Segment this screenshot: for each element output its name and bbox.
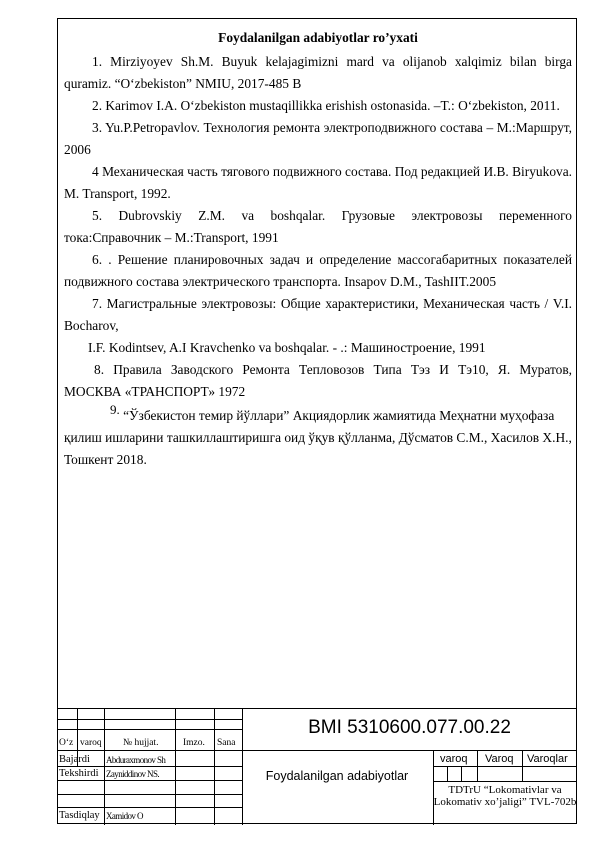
reference-text: “Ўзбекистон темир йўллари” Акциядорлик жамиятида Меҳнатни муҳофаза қилиш ишларини ташкиллаштиришга оид ўқув қўлланма, Дўсматов С.М., Хасилов Х.Н., Тошкент 2018. — [64, 408, 572, 467]
label-sheets: Varoqlar — [527, 753, 568, 765]
stamp-line — [433, 781, 577, 782]
reference-item: 4 Механическая часть тягового подвижного состава. Под редакцией И.В. Biryukova. M. Transport, 1992. — [64, 164, 572, 201]
reference-item: 1. Mirziyoyev Sh.M. Buyuk kelajagimizni mard va olijanob xalqimiz bilan birga quramiz. “O‘zbekiston” NMIU, 2017-485 B — [64, 54, 572, 91]
col-header-sign: Imzo. — [183, 738, 205, 748]
name-approved: Xamidov O — [106, 811, 143, 821]
reference-item: 3. Yu.P.Petropavlov. Технология ремонта электроподвижного состава – М.:Маршрут, 2006 — [64, 120, 572, 157]
col-header-doc-no: № hujjat. — [123, 738, 159, 748]
col-header-date: Sana — [217, 738, 236, 748]
stamp-line — [175, 709, 176, 825]
reference-item: 6. . Решение планировочных задач и определение массогабаритных показателей подвижного состава электрического транспорта. Insapov D.M., TashIIT.2005 — [64, 252, 572, 289]
reference-item-9 — [64, 402, 572, 471]
stamp-line — [214, 709, 215, 825]
references-body — [64, 30, 572, 484]
organization-name: TDTrU “Lokomativlar va Lokomativ xo’jaligi” TVL-702b — [433, 784, 577, 808]
reference-number: 9. — [110, 402, 120, 417]
document-code: BMI 5310600.077.00.22 — [308, 717, 511, 738]
col-header-sheet: varoq — [80, 738, 102, 748]
role-developed: Bajardi — [59, 754, 90, 765]
stamp-line — [433, 766, 577, 767]
name-developed: Abduraxmonov Sh — [106, 755, 166, 765]
document-title: Foydalanilgan adabiyotlar — [265, 769, 409, 783]
reference-item: 5. Dubrovskiy Z.M. va boshqalar. Грузовые электровозы переменного тока:Справочник – М.:Transport, 1991 — [64, 208, 572, 245]
col-header-change: O‘z — [59, 738, 74, 748]
page-title: Foydalanilgan adabiyotlar ro’yxati — [218, 30, 418, 45]
reference-item: 2. Karimov I.A. O‘zbekiston mustaqillikka erishish ostonasida. –T.: O‘zbekiston, 2011. — [92, 98, 560, 113]
stamp-line — [447, 766, 448, 781]
label-lit: varoq — [440, 753, 468, 765]
stamp-line — [461, 766, 462, 781]
role-approved: Tasdiqlay — [59, 810, 100, 821]
stamp-line — [104, 709, 105, 825]
label-sheet: Varoq — [485, 753, 514, 765]
stamp-line — [57, 750, 577, 751]
reference-item: 7. Магистральные электровозы: Общие характеристики, Механическая часть / V.I. Bocharov, — [64, 296, 572, 333]
stamp-line — [477, 750, 478, 781]
stamp-line — [522, 750, 523, 781]
role-checked: Tekshirdi — [59, 768, 99, 779]
title-block — [57, 708, 577, 824]
reference-item-continuation: I.F. Kodintsev, A.I Kravchenko va boshqalar. - .: Машиностроение, 1991 — [88, 340, 486, 355]
name-checked: Zayniddinov NS. — [106, 769, 159, 779]
reference-item: 8. Правила Заводского Ремонта Тепловозов Типа Тэз И Тэ10, Я. Муратов, МОСКВА «ТРАНСПОРТ» 1972 — [64, 362, 572, 399]
